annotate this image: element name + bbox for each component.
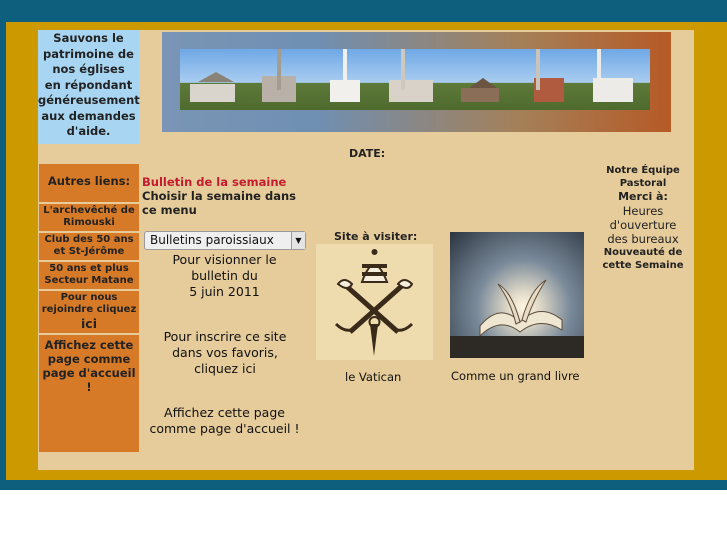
menu-item-homepage[interactable] [39, 338, 139, 394]
menu-item-label: 50 ans et plus [49, 263, 129, 274]
appeal-line: nos églises [52, 62, 125, 76]
office-hours-link[interactable]: des bureaux [607, 232, 679, 246]
menu-item-50-ans-matane[interactable] [39, 263, 139, 287]
bulletin-view-line: 5 juin 2011 [189, 284, 260, 299]
menu-item-label: Pour nous [60, 292, 118, 303]
bulletin-subtitle: Choisir la semaine dans ce menu [142, 189, 296, 217]
right-info-column [598, 164, 688, 272]
chevron-down-icon[interactable]: ▼ [291, 232, 305, 249]
menu-item-label: L'archevêché de [43, 205, 135, 216]
menu-item-label: ici [81, 316, 97, 331]
pastoral-team-link[interactable]: Pastoral [619, 178, 667, 189]
date-label: DATE: [349, 147, 386, 160]
appeal-line: aux demandes [41, 108, 136, 123]
menu-title: Autres liens: [39, 175, 139, 187]
pastoral-team-link[interactable]: Notre Équipe [606, 165, 680, 176]
bulletin-title: Bulletin de la semaine [142, 175, 287, 189]
church-photo-5 [449, 49, 516, 110]
homepage-line: Affichez cette page [164, 405, 285, 420]
office-hours-link[interactable]: Heures [622, 204, 664, 218]
church-photo-4 [381, 49, 448, 110]
bulletin-view-link[interactable] [152, 252, 297, 300]
homepage-line: comme page d'accueil ! [149, 421, 300, 436]
favorites-link[interactable] [150, 329, 300, 377]
church-photo-6 [516, 49, 583, 110]
appeal-line: Sauvons le [53, 31, 124, 45]
appeal-box [38, 30, 139, 144]
menu-item-club-50-ans[interactable] [39, 234, 139, 258]
church-photo-7 [583, 49, 650, 110]
church-photo-1 [180, 49, 247, 110]
church-photo-3 [314, 49, 381, 110]
church-banner [162, 32, 671, 132]
menu-item-label: Affichez cette [44, 338, 134, 352]
left-strip [0, 22, 6, 480]
favorites-line: cliquez ici [194, 361, 256, 376]
vatican-coat-of-arms-icon [316, 244, 433, 360]
vatican-link[interactable] [316, 244, 433, 360]
vatican-label[interactable]: le Vatican [345, 370, 402, 384]
book-image[interactable] [450, 232, 584, 358]
book-label[interactable]: Comme un grand livre [451, 369, 580, 383]
appeal-line: généreusement [38, 93, 140, 107]
favorites-line: Pour inscrire ce site [163, 329, 287, 344]
menu-item-contact[interactable] [39, 292, 139, 331]
office-hours-link[interactable]: d'ouverture [609, 218, 677, 232]
homepage-link[interactable] [142, 405, 307, 437]
menu-item-label: et St-Jérôme [53, 246, 125, 257]
other-links-menu [39, 164, 139, 452]
menu-item-label: Club des 50 ans [44, 234, 134, 245]
church-photo-2 [247, 49, 314, 110]
bulletin-select-value: Bulletins paroissiaux [150, 233, 274, 247]
open-book-icon [450, 232, 584, 358]
top-bar [0, 0, 727, 22]
news-link[interactable]: cette Semaine [602, 260, 684, 271]
favorites-line: dans vos favoris, [172, 345, 278, 360]
appeal-line: d'aide. [66, 124, 111, 138]
bulletin-select[interactable] [144, 231, 306, 250]
menu-item-label: Secteur Matane [44, 275, 134, 286]
news-link[interactable]: Nouveauté de [603, 247, 683, 258]
menu-item-label: Rimouski [63, 217, 115, 228]
banner-photo-strip [180, 49, 650, 110]
bulletin-view-line: bulletin du [191, 268, 258, 283]
menu-item-label: page comme [47, 352, 131, 366]
appeal-line: patrimoine de [43, 46, 134, 61]
appeal-line: en répondant [44, 77, 133, 92]
menu-item-archeveche[interactable] [39, 205, 139, 229]
bulletin-view-line: Pour visionner le [172, 252, 277, 267]
menu-item-label: page d'accueil ! [42, 366, 136, 394]
site-to-visit-title: Site à visiter: [334, 230, 418, 243]
thanks-link[interactable]: Merci à: [618, 190, 668, 203]
menu-item-label: rejoindre cliquez [41, 304, 137, 315]
